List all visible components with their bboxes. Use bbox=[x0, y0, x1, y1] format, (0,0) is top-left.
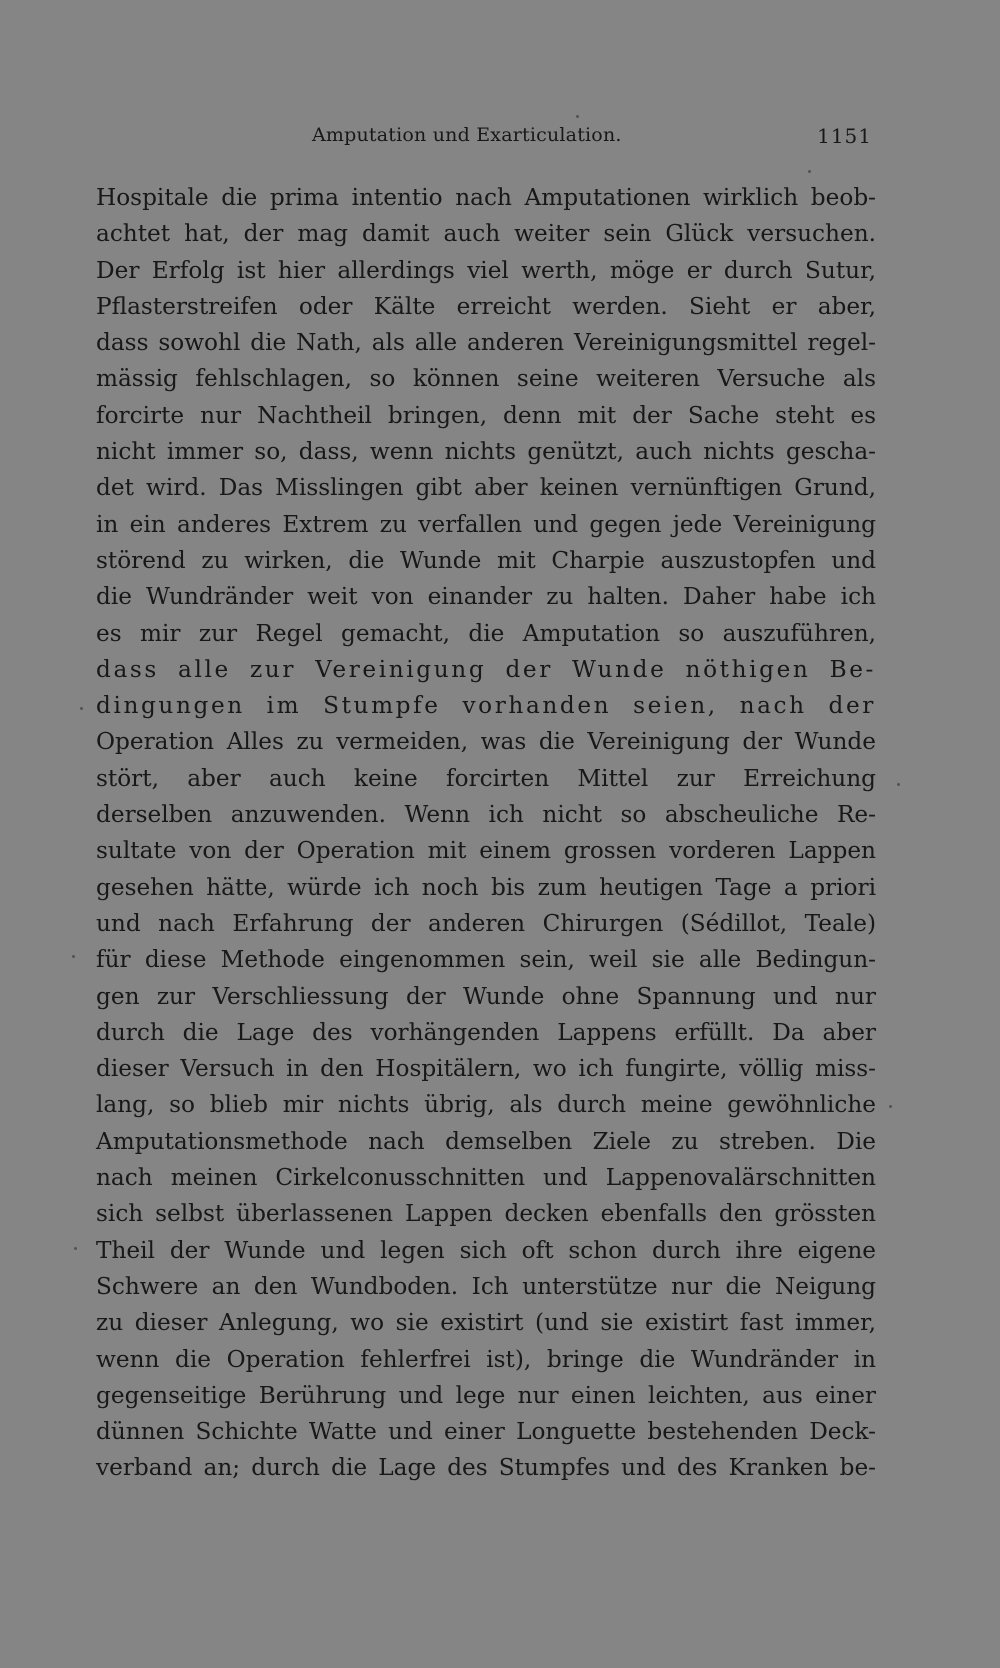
text-line: durch die Lage des vorhängenden Lappens erfüllt. Da aber bbox=[96, 1018, 876, 1046]
text-line: Operation Alles zu vermeiden, was die Vereinigung der Wunde bbox=[96, 728, 876, 756]
body-text bbox=[96, 180, 876, 1487]
scan-speck bbox=[576, 115, 579, 118]
text-line: Der Erfolg ist hier allerdings viel werth, möge er durch Sutur, bbox=[96, 256, 876, 284]
text-line: nicht immer so, dass, wenn nichts genützt, auch nichts gescha- bbox=[96, 438, 876, 466]
text-line: det wird. Das Misslingen gibt aber keinen vernünftigen Grund, bbox=[96, 474, 876, 502]
text-line: und nach Erfahrung der anderen Chirurgen (Sédillot, Teale) bbox=[96, 909, 876, 937]
text-line: die Wundränder weit von einander zu halten. Daher habe ich bbox=[96, 583, 876, 611]
scan-speck bbox=[889, 1105, 892, 1108]
text-line: Schwere an den Wundboden. Ich unterstütze nur die Neigung bbox=[96, 1272, 876, 1300]
text-line: sich selbst überlassenen Lappen decken ebenfalls den grössten bbox=[96, 1200, 876, 1228]
text-line: Hospitale die prima intentio nach Amputationen wirklich beob- bbox=[96, 184, 876, 211]
text-line: derselben anzuwenden. Wenn ich nicht so abscheuliche Re- bbox=[96, 801, 876, 829]
text-line-spaced: dingungen im Stumpfe vorhanden seien, nach der bbox=[96, 692, 876, 720]
text-line: forcirte nur Nachtheil bringen, denn mit der Sache steht es bbox=[96, 401, 876, 429]
text-line: gen zur Verschliessung der Wunde ohne Spannung und nur bbox=[96, 982, 876, 1010]
text-line: mässig fehlschlagen, so können seine weiteren Versuche als bbox=[96, 365, 876, 393]
text-line: verband an; durch die Lage des Stumpfes und des Kranken be- bbox=[96, 1454, 876, 1482]
text-line: wenn die Operation fehlerfrei ist), bringe die Wundränder in bbox=[96, 1345, 876, 1373]
text-line: es mir zur Regel gemacht, die Amputation so auszuführen, bbox=[96, 619, 876, 647]
page-header bbox=[312, 124, 872, 154]
text-line: achtet hat, der mag damit auch weiter sein Glück versuchen. bbox=[96, 220, 876, 248]
text-line: gesehen hätte, würde ich noch bis zum heutigen Tage a priori bbox=[96, 873, 876, 901]
text-line: für diese Methode eingenommen sein, weil sie alle Bedingun- bbox=[96, 946, 876, 974]
text-line: stört, aber auch keine forcirten Mittel zur Erreichung bbox=[96, 764, 876, 792]
scan-speck bbox=[80, 707, 83, 710]
running-title: Amputation und Exarticulation. bbox=[312, 124, 622, 146]
scan-speck bbox=[74, 1247, 77, 1250]
scan-speck bbox=[897, 783, 900, 786]
text-line: dieser Versuch in den Hospitälern, wo ich fungirte, völlig miss- bbox=[96, 1055, 876, 1083]
scan-speck bbox=[808, 170, 811, 173]
text-line-spaced: dass alle zur Vereinigung der Wunde nöthigen Be- bbox=[96, 655, 876, 683]
text-line: zu dieser Anlegung, wo sie existirt (und sie existirt fast immer, bbox=[96, 1309, 876, 1337]
text-line: in ein anderes Extrem zu verfallen und gegen jede Vereinigung bbox=[96, 510, 876, 538]
text-line: nach meinen Cirkelconusschnitten und Lappenovalärschnitten bbox=[96, 1164, 876, 1192]
text-line: sultate von der Operation mit einem grossen vorderen Lappen bbox=[96, 837, 876, 865]
text-line: störend zu wirken, die Wunde mit Charpie auszustopfen und bbox=[96, 546, 876, 574]
text-line: dass sowohl die Nath, als alle anderen Vereinigungsmittel regel- bbox=[96, 329, 876, 357]
text-line: Pflasterstreifen oder Kälte erreicht werden. Sieht er aber, bbox=[96, 292, 876, 320]
text-line: Amputationsmethode nach demselben Ziele zu streben. Die bbox=[96, 1127, 876, 1155]
text-line: gegenseitige Berührung und lege nur einen leichten, aus einer bbox=[96, 1381, 876, 1409]
page-number: 1151 bbox=[817, 124, 872, 148]
text-line: lang, so blieb mir nichts übrig, als durch meine gewöhnliche bbox=[96, 1091, 876, 1119]
text-line: Theil der Wunde und legen sich oft schon durch ihre eigene bbox=[96, 1236, 876, 1264]
scan-speck bbox=[72, 955, 75, 958]
text-line: dünnen Schichte Watte und einer Longuette bestehenden Deck- bbox=[96, 1418, 876, 1446]
